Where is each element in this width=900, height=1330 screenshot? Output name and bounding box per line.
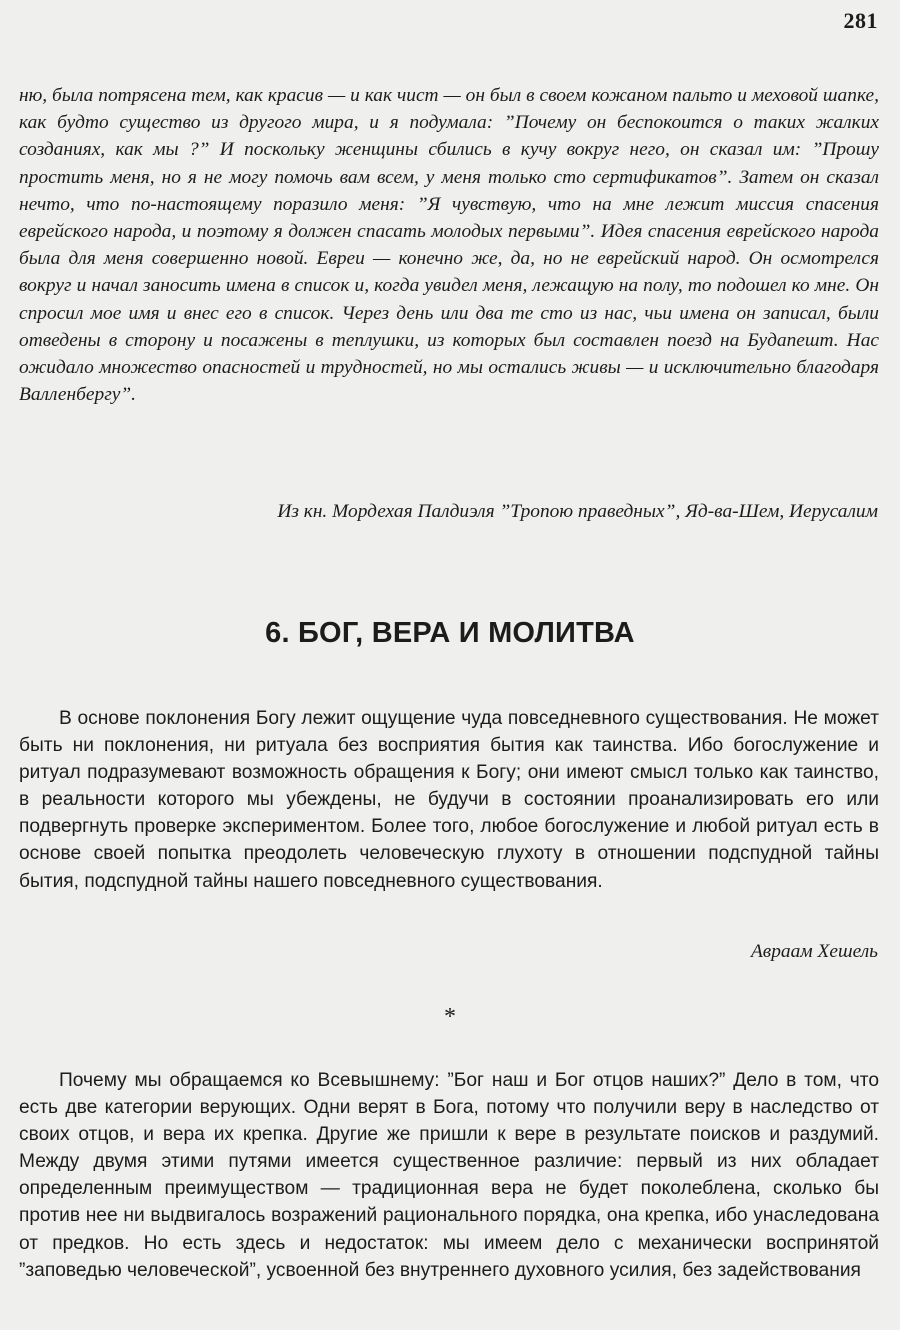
chapter-title: 6. БОГ, ВЕРА И МОЛИТВА	[265, 617, 635, 649]
section2-paragraph: Почему мы обращаемся ко Всевышнему: ”Бог наш и Бог отцов наших?” Дело в том, что есть две категории верующих. Одни верят в Бога, потому что получили веру в наследство от своих отцов, и вера их крепка. Другие же пришли к вере в результате поисков и раздумий. Между двумя этими путями имеется существенное различие: первый из них обладает определенным преимуществом — традиционная вера не будет поколеблена, сколько бы против нее ни выдвигалось возражений рационального порядка, она крепка, ибо унаследована от предков. Но есть здесь и недостаток: мы имеем дело с механически воспринятой ”заповедью человеческой”, усвоенной без внутреннего духовного усилия, без задействования	[19, 1070, 879, 1281]
quote-text: ню, была потрясена тем, как красив — и как чист — он был в своем кожаном пальто и меховой шапке, как будто существо из другого мира, и я подумала: ”Почему он беспокоится о таких жалких созданиях, как мы ?” И поскольку женщины сбились в кучу вокруг него, он сказал им: ”Прошу простить меня, но я не могу помочь вам всем, у меня только сто сертификатов”. Затем он сказал нечто, что по-настоящему поразило меня: ”Я чувствую, что на мне лежит миссия спасения еврейского народа, и поэтому я должен спасать молодых первыми”. Идея спасения еврейского народа была для меня совершенно новой. Евреи — конечно же, да, но не еврейский народ. Он осмотрелся вокруг и начал заносить имена в список и, когда увидел меня, лежащую на полу, то подошел ко мне. Он спросил мое имя и внес его в список. Через день или два те сто из нас, чьи имена он записал, были отведены в сторону и посажены в теплушки, из которых был составлен поезд на Будапешт. Нас ожидало множество опасностей и трудностей, но мы остались живы — и исключительно благодаря Валленбергу”.	[19, 85, 879, 406]
section-separator: *	[444, 1004, 456, 1030]
section2-body	[19, 1067, 879, 1284]
quote-block	[19, 82, 879, 408]
section1-paragraph: В основе поклонения Богу лежит ощущение чуда повседневного существования. Не может быть ни поклонения, ни ритуала без восприятия бытия как таинства. Ибо богослужение и ритуал подразумевают возможность обращения к Богу; они имеют смысл только как таинство, в реальности которого мы убеждены, не будучи в состоянии проанализировать его или подвергнуть проверке экспериментом. Более того, любое богослужение и любой ритуал есть в основе своей попытка преодолеть человеческую глухоту в отношении подспудной тайны бытия, подспудной тайны нашего повседневного существования.	[19, 708, 879, 892]
section1-body	[19, 705, 879, 895]
section1-attribution: Авраам Хешель	[750, 941, 878, 962]
page-number: 281	[843, 8, 878, 33]
quote-source: Из кн. Мордехая Палдиэля ”Тропою праведных”, Яд-ва-Шем, Иерусалим	[277, 501, 878, 522]
